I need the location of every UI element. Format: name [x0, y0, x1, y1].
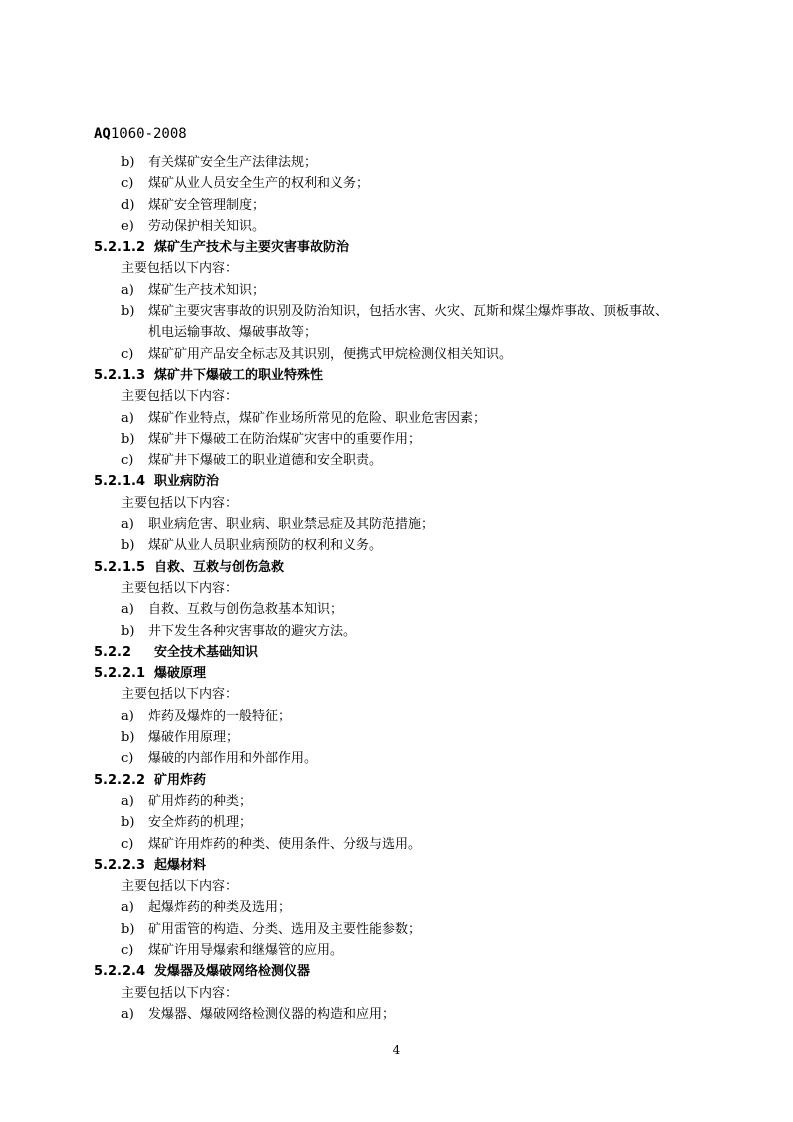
list-item	[94, 514, 714, 535]
list-item-text: 煤矿生产技术知识；	[148, 282, 266, 298]
list-item-text: 煤矿许用炸药的种类、使用条件、分级与选用。	[148, 836, 422, 852]
list-marker: c)	[121, 453, 134, 469]
section-number: 5.2.2.1	[94, 666, 145, 682]
document-code-prefix: AQ	[94, 126, 111, 142]
list-marker: c)	[121, 751, 134, 767]
list-marker: b)	[121, 623, 135, 639]
list-marker: c)	[121, 176, 134, 192]
section-heading	[94, 365, 714, 386]
list-marker: a)	[121, 793, 134, 809]
list-item	[94, 344, 714, 365]
list-item-text: 安全炸药的机理；	[148, 815, 253, 831]
section-number: 5.2.1.3	[94, 367, 145, 383]
list-item	[94, 280, 714, 301]
list-item	[94, 173, 714, 194]
list-item-text: 爆破的内部作用和外部作用。	[148, 751, 318, 767]
list-item-text: 煤矿矿用产品安全标志及其识别，便携式甲烷检测仪相关知识。	[148, 346, 513, 362]
list-item-text: 煤矿井下爆破工的职业道德和安全职责。	[148, 453, 383, 469]
document-code-number: 1060-2008	[110, 126, 187, 142]
list-item-text: 劳动保护相关知识。	[148, 218, 266, 234]
list-item-text: 发爆器、爆破网络检测仪器的构造和应用；	[148, 1006, 396, 1022]
section-heading	[94, 237, 714, 258]
list-item	[94, 706, 714, 727]
section-intro: 主要包括以下内容：	[121, 879, 239, 895]
list-item	[94, 216, 714, 237]
section-intro: 主要包括以下内容：	[121, 261, 239, 277]
list-marker: c)	[121, 346, 134, 362]
section-heading	[94, 663, 714, 684]
section-heading	[94, 770, 714, 791]
list-item-text: 井下发生各种灾害事故的避灾方法。	[148, 623, 357, 639]
list-marker: a)	[121, 410, 134, 426]
page-number: 4	[392, 1043, 401, 1057]
list-item-text: 煤矿井下爆破工在防治煤矿灾害中的重要作用；	[148, 431, 422, 447]
list-item-text: 炸药及爆炸的一般特征；	[148, 708, 292, 724]
section-title: 自救、互救与创伤急救	[154, 559, 285, 575]
section-number: 5.2.2	[94, 644, 132, 660]
section-title: 矿用炸药	[154, 772, 207, 788]
list-item-text: 煤矿主要灾害事故的识别及防治知识，包括水害、火灾、瓦斯和煤尘爆炸事故、顶板事故、	[148, 304, 669, 320]
section-heading	[94, 557, 714, 578]
list-item	[94, 748, 714, 769]
section-heading	[94, 642, 714, 663]
section-intro: 主要包括以下内容：	[121, 687, 239, 703]
section-number: 5.2.2.3	[94, 857, 145, 873]
list-item	[94, 621, 714, 642]
section-number: 5.2.1.4	[94, 474, 145, 490]
list-marker: e)	[121, 218, 134, 234]
list-item	[94, 195, 714, 216]
list-item	[94, 535, 714, 556]
section-title: 发爆器及爆破网络检测仪器	[154, 964, 311, 980]
section-title: 煤矿生产技术与主要灾害事故防治	[154, 240, 350, 256]
list-marker: a)	[121, 708, 134, 724]
section-number: 5.2.2.2	[94, 772, 145, 788]
list-item	[94, 897, 714, 918]
list-marker: a)	[121, 517, 134, 533]
list-marker: b)	[121, 538, 135, 554]
list-item-text: 煤矿从业人员职业病预防的权利和义务。	[148, 538, 383, 554]
list-item	[94, 301, 714, 322]
list-item-text: 矿用雷管的构造、分类、选用及主要性能参数；	[148, 921, 422, 937]
list-marker: b)	[121, 431, 135, 447]
section-number: 5.2.1.5	[94, 559, 145, 575]
document-code	[94, 125, 187, 143]
section-number: 5.2.2.4	[94, 964, 145, 980]
document-body	[94, 152, 714, 1025]
list-item-text: 煤矿从业人员安全生产的权利和义务；	[148, 176, 370, 192]
list-marker: a)	[121, 602, 134, 618]
section-title: 起爆材料	[154, 857, 207, 873]
list-item	[94, 599, 714, 620]
section-intro: 主要包括以下内容：	[121, 985, 239, 1001]
list-marker: b)	[121, 815, 135, 831]
list-item	[94, 429, 714, 450]
section-intro: 主要包括以下内容：	[121, 495, 239, 511]
list-marker: a)	[121, 900, 134, 916]
list-item	[94, 152, 714, 173]
list-item	[94, 450, 714, 471]
list-item-text: 煤矿安全管理制度；	[148, 197, 266, 213]
list-item	[94, 791, 714, 812]
list-item-text: 矿用炸药的种类；	[148, 793, 253, 809]
list-marker: c)	[121, 942, 134, 958]
section-title: 爆破原理	[154, 666, 207, 682]
section-heading	[94, 961, 714, 982]
list-item	[94, 834, 714, 855]
list-item-text: 煤矿许用导爆索和继爆管的应用。	[148, 942, 344, 958]
list-item-text: 有关煤矿安全生产法律法规；	[148, 155, 318, 170]
list-item-text: 爆破作用原理；	[148, 730, 240, 746]
section-heading	[94, 855, 714, 876]
list-marker: d)	[121, 197, 135, 213]
section-intro: 主要包括以下内容：	[121, 580, 239, 596]
list-item-continuation: 机电运输事故、爆破事故等；	[148, 325, 318, 341]
section-title: 职业病防治	[154, 474, 220, 490]
list-marker: b)	[121, 730, 135, 746]
list-marker: c)	[121, 836, 134, 852]
list-item-text: 起爆炸药的种类及选用；	[148, 900, 292, 916]
list-item	[94, 1004, 714, 1025]
section-intro: 主要包括以下内容：	[121, 389, 239, 405]
list-marker: b)	[121, 155, 135, 170]
list-marker: b)	[121, 304, 135, 320]
list-item-text: 煤矿作业特点，煤矿作业场所常见的危险、职业危害因素；	[148, 410, 487, 426]
list-marker: b)	[121, 921, 135, 937]
section-title: 安全技术基础知识	[154, 644, 259, 660]
section-heading	[94, 471, 714, 492]
section-number: 5.2.1.2	[94, 240, 145, 256]
list-item	[94, 408, 714, 429]
list-item	[94, 727, 714, 748]
list-item	[94, 940, 714, 961]
list-item	[94, 812, 714, 833]
list-item-text: 自救、互救与创伤急救基本知识；	[148, 602, 344, 618]
list-marker: a)	[121, 282, 134, 298]
list-marker: a)	[121, 1006, 134, 1022]
list-item	[94, 919, 714, 940]
list-item-text: 职业病危害、职业病、职业禁忌症及其防范措施；	[148, 517, 435, 533]
section-title: 煤矿井下爆破工的职业特殊性	[154, 367, 324, 383]
